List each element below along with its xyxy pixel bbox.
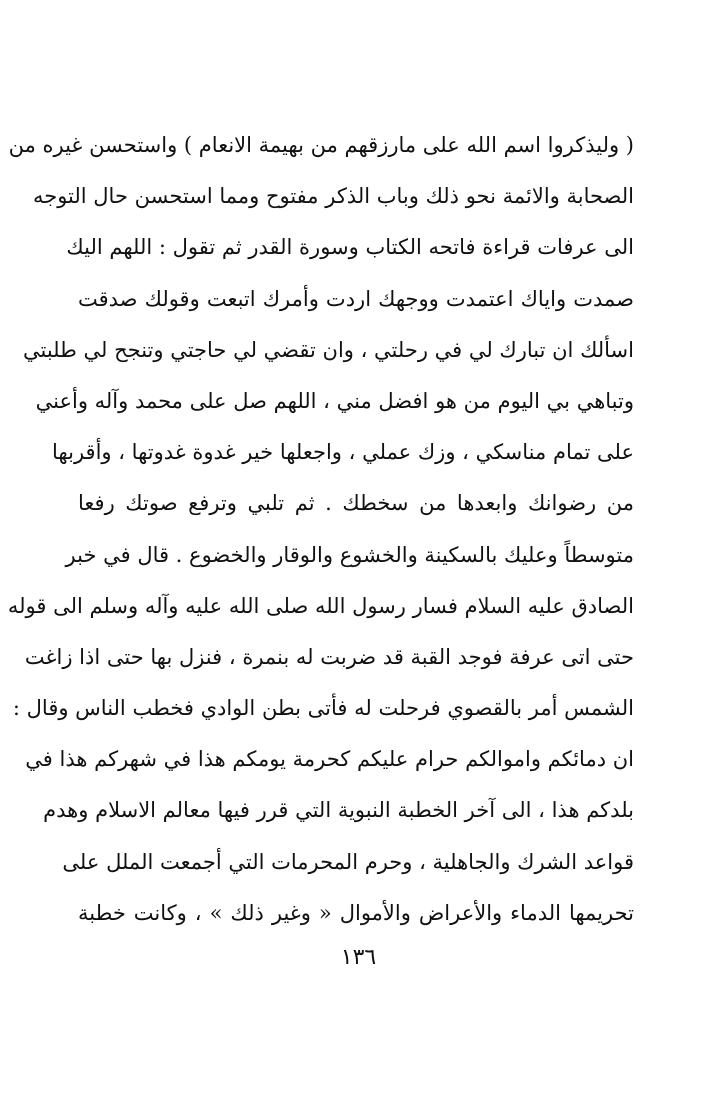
text-line-10: الصادق عليه السلام فسار رسول الله صلى الله عليه وآله وسلم الى قوله [7, 593, 634, 618]
text-line-9: متوسطاً وعليك بالسكينة والخشوع والوقار والخضوع . قال في خبر [65, 542, 634, 567]
text-line-16: تحريمها الدماء والأعراض والأموال « وغير ذلك » ، وكانت خطبة [78, 900, 634, 925]
text-line-8: من رضوانك وابعدها من سخطك . ثم تلبي وترفع صوتك رفعا [78, 491, 634, 516]
text-line-15: قواعد الشرك والجاهلية ، وحرم المحرمات التي أجمعت الملل على [62, 849, 634, 874]
text-line-4: صمدت واياك اعتمدت ووجهك اردت وأمرك اتبعت وقولك صدقت [78, 286, 634, 311]
text-line-3: الى عرفات قراءة فاتحه الكتاب وسورة القدر ثم تقول : اللهم اليك [66, 235, 634, 260]
text-line-14: بلدكم هذا ، الى آخر الخطبة النبوية التي قرر فيها معالم الاسلام وهدم [43, 798, 634, 823]
page-number: ١٣٦ [340, 945, 377, 970]
text-line-11: حتى اتى عرفة فوجد القبة قد ضربت له بنمرة ، فنزل بها حتى اذا زاغت [24, 644, 634, 669]
text-line-5: اسألك ان تبارك لي في رحلتي ، وان تقضي لي حاجتي وتنجح لي طلبتي [23, 337, 634, 362]
text-line-6: وتباهي بي اليوم من هو افضل مني ، اللهم صل على محمد وآله وأعني [35, 388, 634, 413]
text-line-12: الشمس أمر بالقصوي فرحلت له فأتى بطن الوادي فخطب الناس وقال : [12, 696, 634, 721]
body-text [7, 120, 634, 939]
text-line-13: ان دمائكم واموالكم حرام عليكم كحرمة يومكم هذا في شهركم هذا في [25, 747, 634, 772]
text-line-2: الصحابة والائمة نحو ذلك وباب الذكر مفتوح ومما استحسن حال التوجه [32, 184, 634, 209]
text-line-7: على تمام مناسكي ، وزك عملي ، واجعلها خير غدوة غدوتها ، وأقربها [52, 440, 634, 465]
text-line-1: ( وليذكروا اسم الله على مارزقهم من بهيمة الانعام ) واستحسن غيره من [8, 133, 634, 157]
